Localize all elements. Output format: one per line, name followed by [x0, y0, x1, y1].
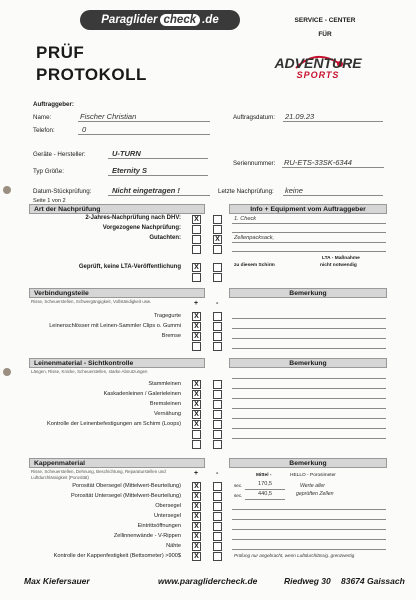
checkbox-empty[interactable] [213, 225, 222, 234]
sec-label: sec. [234, 483, 243, 488]
checkbox-empty[interactable] [213, 512, 222, 521]
underline [232, 549, 386, 550]
section3-subtitle: Längen, Risse, Knicke, Scheuerstellen, starke Abnutzungen [31, 369, 148, 374]
check-early-checkbox[interactable] [192, 225, 201, 234]
underline [232, 338, 386, 339]
checkbox-empty[interactable] [213, 440, 222, 449]
check-expertise-checkbox[interactable]: X [213, 235, 222, 244]
mittel-label: Mittel - [256, 473, 272, 478]
phone-value: 0 [82, 125, 87, 134]
seams-label: Nähte [166, 543, 181, 549]
checkbox-empty[interactable] [192, 273, 201, 282]
loops-label: Kontrolle der Leinenbefestigungen am Schirm (Loops) [46, 421, 181, 427]
lta-checkbox[interactable]: X [192, 263, 201, 272]
seams-checkbox[interactable]: X [192, 542, 201, 551]
checkbox-empty[interactable] [213, 532, 222, 541]
checkbox-empty[interactable] [192, 440, 201, 449]
info-equipment: Zellenpacksack, [234, 235, 275, 241]
footer-name: Max Kiefersauer [24, 576, 90, 586]
underline [232, 519, 386, 520]
type-label: Typ Größe: [33, 168, 64, 175]
section3-remark-header [229, 358, 387, 368]
check-2year-label: 2-Jahres-Nachprüfung nach DHV: [85, 215, 181, 221]
topsail-label: Obersegel [155, 503, 181, 509]
plus-label: + [194, 470, 199, 477]
mainlines-checkbox[interactable]: X [192, 380, 201, 389]
underline [232, 223, 386, 224]
check-expertise-label: Gutachten: [149, 235, 181, 241]
underline [245, 499, 285, 500]
harness-label: Tragegurte [153, 313, 181, 319]
order-date-value: 21.09.23 [285, 112, 315, 121]
footer-city: 83674 Gaissach [341, 576, 405, 586]
section4-subtitle: Risse, Scheuerstellen, Dehnung, Beschichtung, Reparaturstellen und Luftdurchlässigkeit (Porosität) [31, 469, 166, 480]
underline [232, 438, 386, 439]
checkbox-empty[interactable] [213, 502, 222, 511]
bettsometer-checkbox[interactable]: X [192, 552, 201, 561]
brand-check: check [160, 14, 201, 26]
title-line1: PRÜF [36, 43, 85, 62]
punch-hole [3, 186, 11, 194]
service-line2: FÜR [318, 31, 332, 38]
service-line1: SERVICE - CENTER [294, 17, 356, 24]
checkdate-value: Nicht eingetragen ! [112, 186, 180, 195]
checkbox-empty[interactable] [213, 552, 222, 561]
brakelines-label: Bremsleinen [149, 401, 181, 407]
check-2year-checkbox[interactable]: X [192, 215, 201, 224]
lta-note3: nicht notwendig [320, 263, 357, 268]
mainlines-label: Stammleinen [148, 381, 181, 387]
porosity-bottom-checkbox[interactable]: X [192, 492, 201, 501]
underline [282, 167, 384, 168]
check-early-label: Vorgezogene Nachprüfung: [102, 225, 181, 231]
ribs-label: Zellinnenwände - V-Rippen [113, 533, 181, 539]
name-value: Fischer Christian [80, 112, 137, 121]
info-check: 1. Check [234, 216, 257, 222]
brand-part: Paraglider [101, 14, 158, 26]
underline [232, 408, 386, 409]
customer-heading: Auftraggeber: [33, 101, 74, 108]
checkbox-empty[interactable] [213, 542, 222, 551]
punch-hole [3, 368, 11, 376]
loops-checkbox[interactable]: X [192, 420, 201, 429]
underline [283, 121, 383, 122]
page-label: Seite 1 von 2 [33, 198, 66, 204]
serial-label: Seriennummer: [233, 160, 276, 167]
section4-remark-header [229, 458, 387, 468]
checkbox-empty[interactable] [213, 273, 222, 282]
type-value: Eternity S [112, 166, 148, 175]
underline [108, 158, 208, 159]
section3-remark: Bemerkung [289, 360, 327, 367]
plus-label: + [194, 300, 199, 307]
topsail-checkbox[interactable]: X [192, 502, 201, 511]
checkbox-empty[interactable] [213, 420, 222, 429]
checkbox-empty[interactable] [213, 430, 222, 439]
underline [232, 418, 386, 419]
underline [232, 539, 386, 540]
section2-subtitle: Risse, Scheuerstellen, Schwergängigkeit, Vollständigkeit usw. [31, 299, 152, 304]
locks-checkbox[interactable]: X [192, 322, 201, 331]
lastcheck-label: Letzte Nachprüfung: [218, 188, 274, 195]
bottomsail-checkbox[interactable]: X [192, 512, 201, 521]
name-label: Name: [33, 114, 52, 121]
porosimeter-label: HELLO - Porosimeter [290, 473, 336, 478]
section2-remark: Bemerkung [289, 290, 327, 297]
underline [108, 175, 208, 176]
values-note2: geprüften Zellen [296, 491, 334, 497]
lta-note1: LTA - Maßnahme [322, 256, 360, 261]
underline [78, 121, 210, 122]
underline [232, 398, 386, 399]
underline [232, 378, 386, 379]
bettsometer-label: Kontrolle der Kappenfestigkeit (Bettsometer) >900$ [53, 553, 181, 559]
title-line2: PROTOKOLL [36, 65, 147, 84]
inlets-label: Eintrittsöffnungen [137, 523, 181, 529]
brand-logo [80, 10, 240, 30]
underline [232, 388, 386, 389]
checkbox-empty[interactable] [213, 400, 222, 409]
minus-label: - [216, 470, 219, 477]
maker-value: U-TURN [112, 149, 141, 158]
underline [232, 251, 386, 252]
cascade-label: Kaskadenleinen / Galerieleinen [103, 391, 181, 397]
section2-remark-header [229, 288, 387, 298]
porosity-top-value: 170,5 [258, 481, 272, 487]
checkbox-empty[interactable] [192, 235, 201, 244]
underline [232, 318, 386, 319]
checkbox-empty[interactable] [213, 492, 222, 501]
sec-label: sec. [234, 493, 243, 498]
underline [283, 195, 383, 196]
underline [232, 428, 386, 429]
checkbox-empty[interactable] [213, 390, 222, 399]
lastcheck-value: keine [285, 186, 303, 195]
porosity-bottom-label: Porosität Untersegel (Mittelwert-Beurteilung) [70, 493, 181, 499]
checkbox-empty[interactable] [213, 322, 222, 331]
checkbox-empty[interactable] [192, 245, 201, 254]
brake-checkbox[interactable]: X [192, 332, 201, 341]
section4-header [29, 458, 205, 468]
section1-right-header [229, 204, 387, 214]
values-note1: Werte aller [300, 483, 325, 489]
checkbox-empty[interactable] [213, 332, 222, 341]
cascade-checkbox[interactable]: X [192, 390, 201, 399]
checkbox-empty[interactable] [213, 410, 222, 419]
bottomsail-label: Untersegel [153, 513, 181, 519]
maker-label: Geräte - Hersteller: [33, 151, 86, 158]
porosity-top-checkbox[interactable]: X [192, 482, 201, 491]
checkbox-empty[interactable] [213, 482, 222, 491]
porosity-footnote: Prüfung nur angebracht, wenn Luftdurchlässig. grenzwertig [234, 553, 355, 558]
underline [232, 348, 386, 349]
section4-remark: Bemerkung [289, 460, 327, 467]
checkbox-empty[interactable] [213, 263, 222, 272]
underline [232, 509, 386, 510]
ribs-checkbox[interactable]: X [192, 532, 201, 541]
footer-url[interactable]: www.paraglidercheck.de [158, 576, 258, 586]
porosity-top-label: Porosität Obersegel (Mittelwert-Beurteilung) [72, 483, 181, 489]
section2-heading: Verbindungsteile [34, 290, 89, 297]
underline [108, 195, 210, 196]
underline [232, 242, 386, 243]
underline [232, 529, 386, 530]
section3-header [29, 358, 205, 368]
partner-logo-text: ADVENTURE [274, 55, 362, 71]
underline [245, 489, 285, 490]
section4-heading: Kappenmaterial [34, 460, 85, 467]
checkdate-label: Datum-Stückprüfung: [33, 188, 92, 195]
serial-value: RU-ETS-33SK-6344 [284, 158, 352, 167]
section1-heading: Art der Nachprüfung [34, 206, 101, 213]
checkbox-empty[interactable] [192, 342, 201, 351]
lta-note2: zu diesem Schirm [234, 263, 275, 268]
checkbox-empty[interactable] [213, 215, 222, 224]
checkbox-empty[interactable] [192, 430, 201, 439]
underline [78, 134, 210, 135]
page-title [36, 42, 147, 86]
stitching-label: Vernähung [153, 411, 181, 417]
section3-heading: Leinenmaterial - Sichtkontrolle [34, 360, 134, 367]
order-date-label: Auftragsdatum: [233, 114, 275, 121]
brake-label: Bremse [161, 333, 181, 339]
phone-label: Telefon: [33, 127, 55, 134]
footer-street: Riedweg 30 [284, 576, 331, 586]
checkbox-empty[interactable] [213, 380, 222, 389]
partner-logo-sub: SPORTS [296, 70, 340, 80]
underline [232, 328, 386, 329]
section1-right-heading: Info + Equipment vom Auftraggeber [250, 206, 366, 213]
checkbox-empty[interactable] [213, 245, 222, 254]
brand-domain: .de [202, 14, 219, 26]
checkbox-empty[interactable] [213, 342, 222, 351]
service-center [270, 14, 380, 42]
checkbox-empty[interactable] [213, 522, 222, 531]
porosity-bottom-value: 440,5 [258, 491, 272, 497]
brakelines-checkbox[interactable]: X [192, 400, 201, 409]
checkbox-empty[interactable] [213, 312, 222, 321]
minus-label: - [216, 300, 219, 307]
section1-header [29, 204, 205, 214]
locks-label: Leinenschlösser mit Leinen-Sammler Clips o. Gummi [49, 323, 181, 329]
stitching-checkbox[interactable]: X [192, 410, 201, 419]
lta-label: Geprüft, keine LTA-Veröffentlichung [78, 264, 181, 270]
inlets-checkbox[interactable]: X [192, 522, 201, 531]
harness-checkbox[interactable]: X [192, 312, 201, 321]
section2-header [29, 288, 205, 298]
underline [232, 232, 386, 233]
